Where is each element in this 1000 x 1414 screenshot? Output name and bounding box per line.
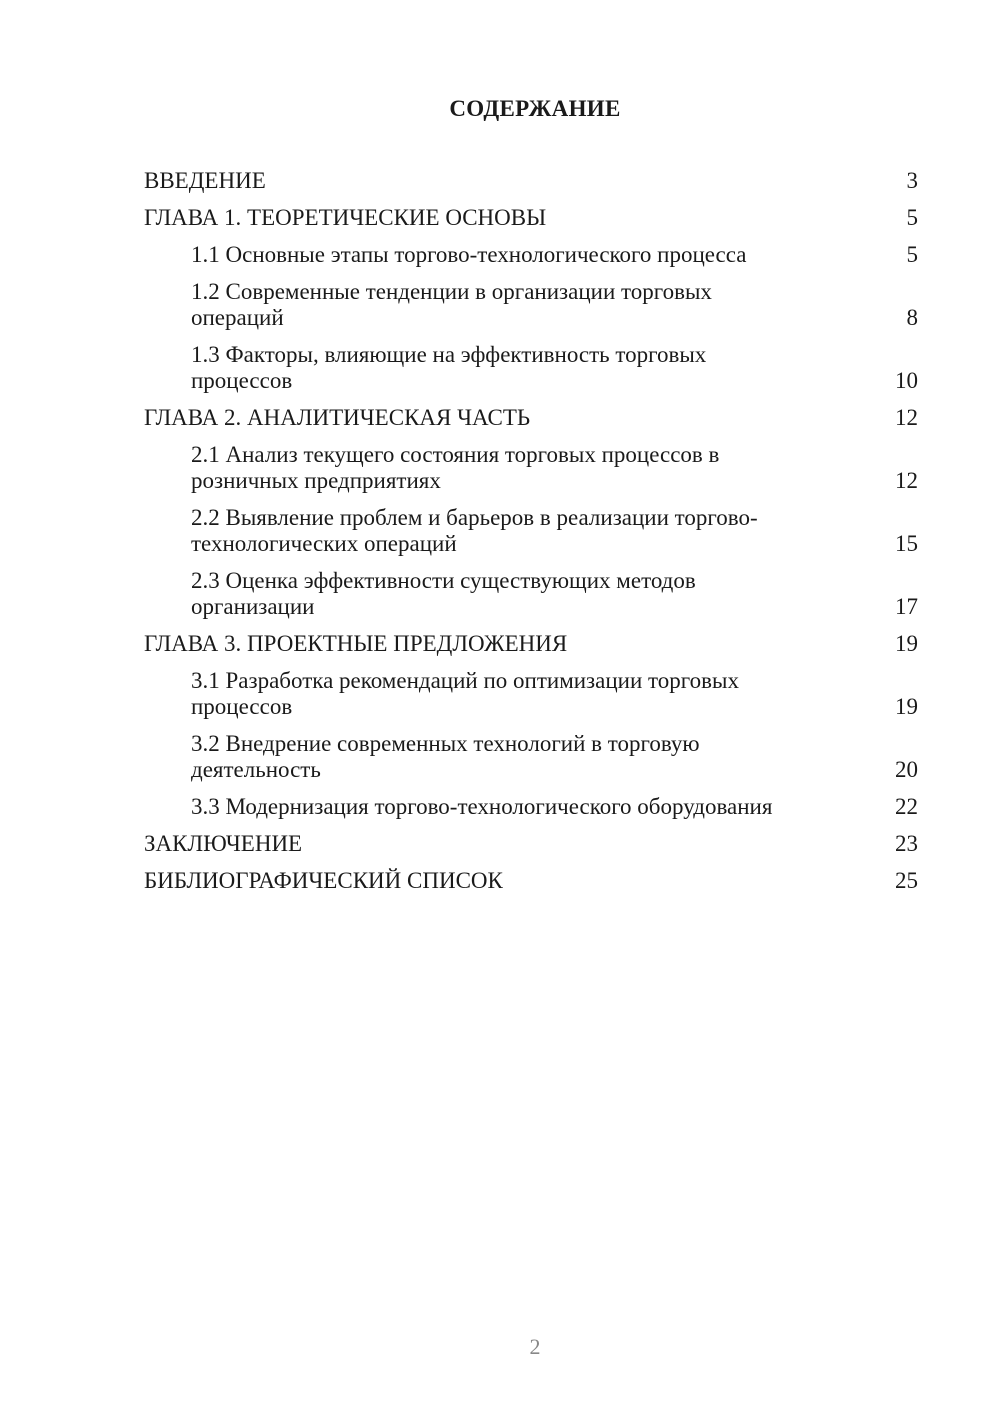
toc-entry-page: 10: [895, 368, 918, 393]
table-of-contents: [144, 168, 918, 905]
toc-entry-label: 3.2 Внедрение современных технологий в торговую деятельность: [191, 731, 700, 782]
toc-entry-page: 12: [895, 468, 918, 493]
toc-entry-page: 5: [906, 205, 918, 230]
toc-entry-label: 3.1 Разработка рекомендаций по оптимизации торговых процессов: [191, 668, 739, 719]
toc-entry-label: 2.1 Анализ текущего состояния торговых процессов в розничных предприятиях: [191, 442, 720, 493]
toc-entry-page: 19: [895, 631, 918, 656]
toc-entry[interactable]: [144, 405, 918, 431]
toc-subentry[interactable]: [144, 731, 918, 783]
toc-entry-page: 17: [895, 594, 918, 619]
toc-entry-page: 5: [906, 242, 918, 267]
toc-entry-page: 23: [895, 831, 918, 856]
toc-entry[interactable]: [144, 831, 918, 857]
toc-entry-page: 20: [895, 757, 918, 782]
toc-entry-page: 15: [895, 531, 918, 556]
toc-entry-page: 22: [895, 794, 918, 819]
toc-subentry[interactable]: [144, 242, 918, 268]
toc-entry-label: 1.1 Основные этапы торгово-технологического процесса: [191, 242, 747, 267]
toc-subentry[interactable]: [144, 279, 918, 331]
page-number: 2: [529, 1334, 541, 1359]
toc-entry-label: 2.2 Выявление проблем и барьеров в реализации торгово-технологических операций: [191, 505, 758, 556]
toc-subentry[interactable]: [144, 442, 918, 494]
toc-subentry[interactable]: [144, 505, 918, 557]
toc-entry-label: ГЛАВА 3. ПРОЕКТНЫЕ ПРЕДЛОЖЕНИЯ: [144, 631, 568, 656]
toc-entry-page: 8: [906, 305, 918, 330]
toc-entry-label: 2.3 Оценка эффективности существующих методов организации: [191, 568, 696, 619]
toc-entry-label: БИБЛИОГРАФИЧЕСКИЙ СПИСОК: [144, 868, 503, 893]
toc-entry[interactable]: [144, 868, 918, 894]
toc-entry-label: ГЛАВА 2. АНАЛИТИЧЕСКАЯ ЧАСТЬ: [144, 405, 531, 430]
toc-entry-page: 3: [906, 168, 918, 193]
toc-entry-page: 12: [895, 405, 918, 430]
toc-entry-page: 25: [895, 868, 918, 893]
toc-entry-label: 3.3 Модернизация торгово-технологического оборудования: [191, 794, 773, 819]
toc-entry-label: 1.3 Факторы, влияющие на эффективность торговых процессов: [191, 342, 707, 393]
toc-subentry[interactable]: [144, 342, 918, 394]
toc-subentry[interactable]: [144, 568, 918, 620]
toc-entry[interactable]: [144, 631, 918, 657]
toc-heading: СОДЕРЖАНИЕ: [449, 96, 621, 121]
toc-entry[interactable]: [144, 205, 918, 231]
toc-entry-page: 19: [895, 694, 918, 719]
toc-subentry[interactable]: [144, 668, 918, 720]
toc-entry[interactable]: [144, 168, 918, 194]
toc-entry-label: ГЛАВА 1. ТЕОРЕТИЧЕСКИЕ ОСНОВЫ: [144, 205, 547, 230]
toc-entry-label: ЗАКЛЮЧЕНИЕ: [144, 831, 303, 856]
toc-entry-label: ВВЕДЕНИЕ: [144, 168, 266, 193]
toc-entry-label: 1.2 Современные тенденции в организации торговых операций: [191, 279, 712, 330]
toc-subentry[interactable]: [144, 794, 918, 820]
